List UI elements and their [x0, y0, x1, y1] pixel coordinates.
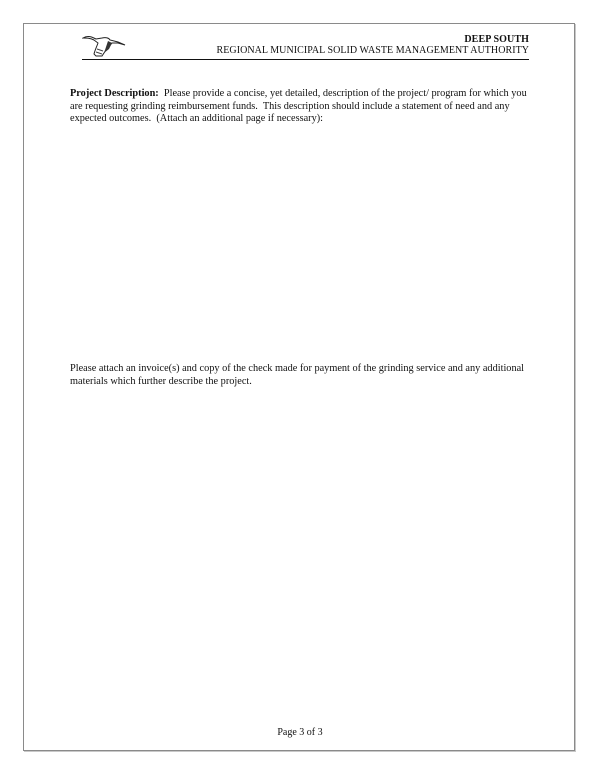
- project-description-text: Please provide a concise, yet detailed, description of the project/ program for which you are requesting grinding reimbursement funds. This description should include a statement of need and any expected outcomes. (Attach an additional page if necessary):: [70, 88, 530, 125]
- org-subtitle: REGIONAL MUNICIPAL SOLID WASTE MANAGEMENT AUTHORITY: [216, 45, 529, 56]
- org-title: DEEP SOUTH: [464, 34, 529, 45]
- bird-logo-icon: [82, 32, 126, 58]
- attachment-note: Please attach an invoice(s) and copy of the check made for payment of the grinding service and any additional materials which further describe the project.: [70, 363, 525, 387]
- project-description-label: Project Description:: [70, 88, 159, 99]
- page-number: Page 3 of 3: [277, 727, 323, 738]
- header-divider: [82, 59, 529, 60]
- project-description-paragraph: [70, 88, 540, 126]
